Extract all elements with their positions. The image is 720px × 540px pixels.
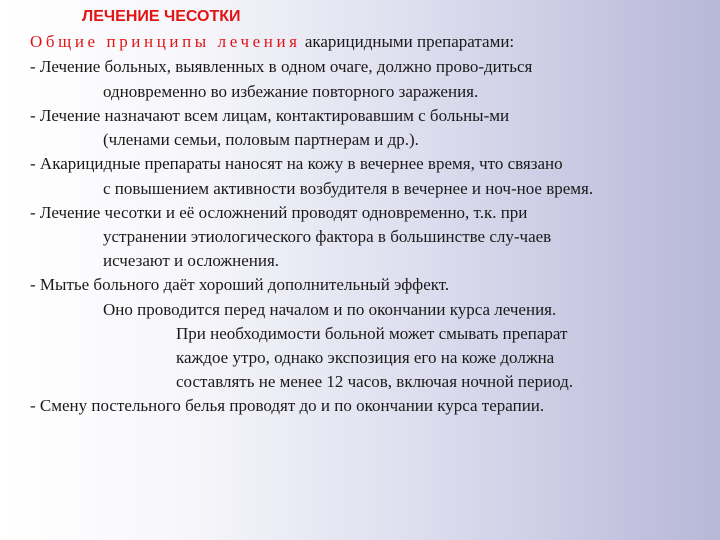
subtitle-highlight: Общие принципы лечения (30, 32, 301, 51)
text-line: - Акарицидные препараты наносят на кожу в вечернее время, что связано (30, 154, 563, 173)
text-line: устранении этиологического фактора в большинстве слу-чаев (103, 227, 552, 246)
text-line: (членами семьи, половым партнерам и др.). (103, 130, 419, 149)
text-line: исчезают и осложнения. (103, 251, 280, 270)
subtitle-rest: акарицидными препаратами: (300, 32, 515, 51)
text-line: При необходимости больной может смывать препарат (176, 324, 568, 343)
text-line: составлять не менее 12 часов, включая ночной период. (176, 372, 574, 391)
text-line: одновременно во избежание повторного заражения. (103, 82, 479, 101)
slide-title: ЛЕЧЕНИЕ ЧЕСОТКИ (82, 8, 241, 25)
text-line: - Лечение больных, выявленных в одном очаге, должно прово-диться (30, 57, 533, 76)
text-line: - Мытье больного даёт хороший дополнительный эффект. (30, 275, 450, 294)
text-line: - Лечение назначают всем лицам, контактировавшим с больны-ми (30, 106, 510, 125)
text-line: с повышением активности возбудителя в вечернее и ноч-ное время. (103, 179, 594, 198)
subtitle-line (30, 30, 514, 54)
text-line: - Смену постельного белья проводят до и по окончании курса терапии. (30, 396, 545, 415)
text-line: - Лечение чесотки и её осложнений проводят одновременно, т.к. при (30, 203, 528, 222)
text-line: каждое утро, однако экспозиция его на коже должна (176, 348, 555, 367)
text-line: Оно проводится перед началом и по окончании курса лечения. (103, 300, 557, 319)
